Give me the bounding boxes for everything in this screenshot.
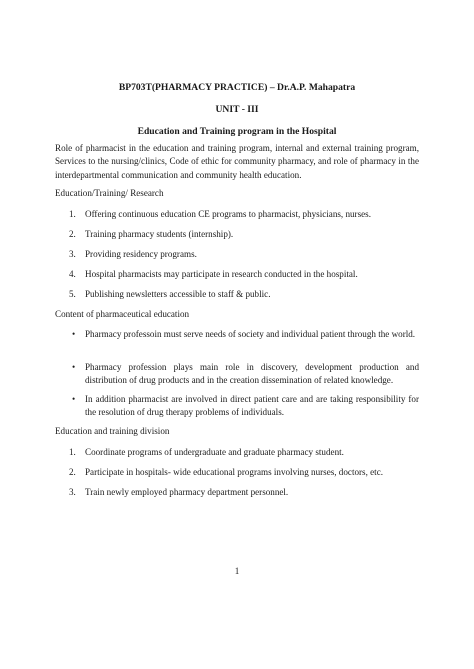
item-text: Coordinate programs of undergraduate and graduate pharmacy student. (85, 447, 344, 457)
bullet: • (72, 362, 76, 372)
item-number: 1. (69, 209, 76, 219)
list-item (55, 208, 371, 221)
list-item (55, 228, 233, 241)
item-number: 3. (69, 487, 76, 497)
division-heading: Education and training division (55, 426, 170, 436)
list-item (55, 446, 344, 459)
item-number: 4. (69, 269, 76, 279)
page-number: 1 (234, 566, 240, 576)
document-header: BP703T(PHARMACY PRACTICE) – Dr.A.P. Mahapatra (118, 82, 356, 93)
item-text: Hospital pharmacists may participate in research conducted in the hospital. (85, 269, 358, 279)
bullet: • (72, 329, 76, 339)
item-text: Pharmacy professoin must serve needs of society and individual patient through the world. (85, 329, 416, 339)
item-text: Providing residency programs. (85, 249, 197, 259)
item-text: Offering continuous education CE programs to pharmacist, physicians, nurses. (85, 209, 371, 219)
item-number: 3. (69, 249, 76, 259)
list-item (55, 288, 270, 301)
item-text: Train newly employed pharmacy department personnel. (85, 487, 289, 497)
item-text: Publishing newsletters accessible to staff & public. (85, 289, 271, 299)
unit-heading: UNIT - III (215, 104, 259, 115)
list-item (55, 393, 419, 419)
list-item (55, 466, 383, 479)
item-number: 2. (69, 467, 76, 477)
intro-paragraph: Role of pharmacist in the education and training program, internal and external training program, Services to the nursing/clinics, Code of ethic for community pharmacy, and role of pharmacy in the interdepartmental communication and community health education. (55, 143, 419, 180)
item-text: Training pharmacy students (internship). (85, 229, 234, 239)
list-item (55, 486, 288, 499)
item-number: 5. (69, 289, 76, 299)
list-item (55, 248, 197, 261)
bullet: • (72, 394, 76, 404)
list-item (55, 328, 419, 341)
content-heading: Content of pharmaceutical education (55, 309, 190, 319)
list-item (55, 268, 358, 281)
ert-heading: Education/Training/ Research (55, 188, 164, 198)
item-number: 2. (69, 229, 76, 239)
item-text: In addition pharmacist are involved in direct patient care and are taking responsibility for the resolution of drug therapy problems of individuals. (85, 394, 419, 418)
item-text: Participate in hospitals- wide educational programs involving nurses, doctors, etc. (85, 467, 384, 477)
item-number: 1. (69, 447, 76, 457)
section-title: Education and Training program in the Hospital (137, 126, 337, 137)
item-text: Pharmacy profession plays main role in discovery, development production and distribution of drug products and in the creation dissemination of related knowledge. (85, 362, 419, 386)
list-item (55, 361, 419, 387)
